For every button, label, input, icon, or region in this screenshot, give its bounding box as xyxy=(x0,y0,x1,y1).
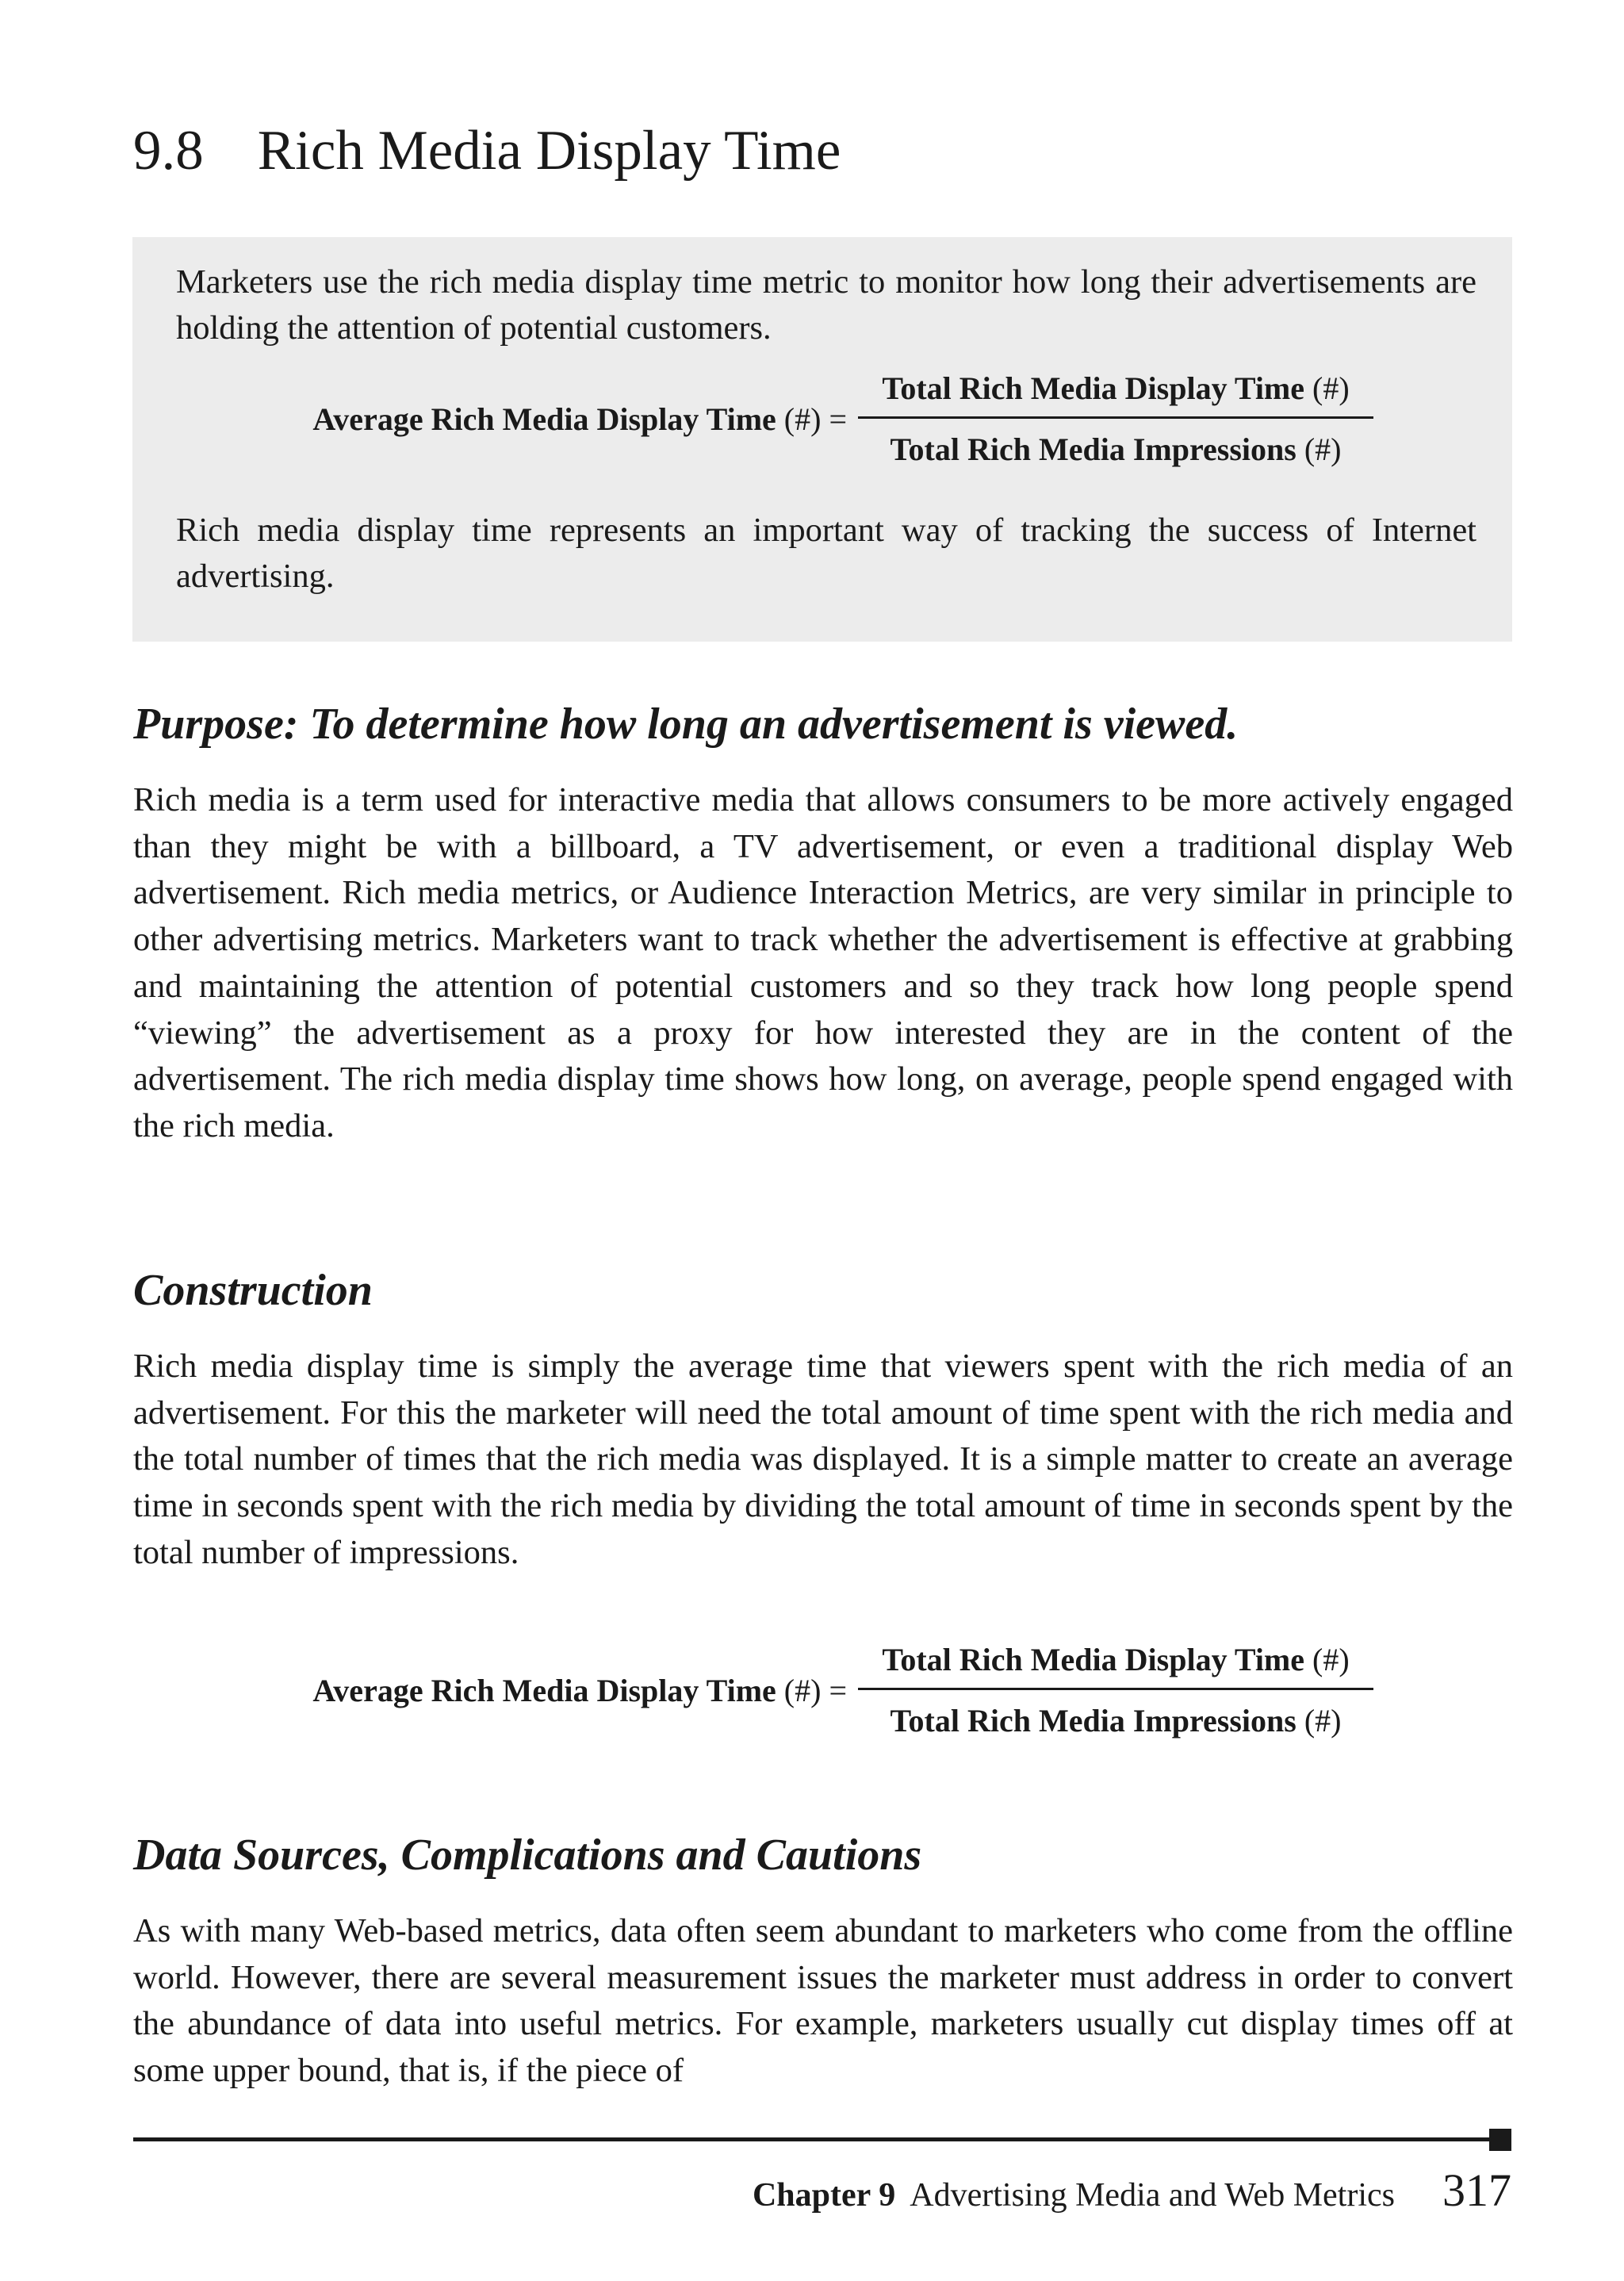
formula-denominator xyxy=(858,427,1373,473)
summary-formula xyxy=(312,366,1373,473)
formula-numerator-label: Total Rich Media Display Time xyxy=(882,1642,1304,1677)
formula-denominator xyxy=(858,1698,1373,1744)
footer-chapter-title: Advertising Media and Web Metrics xyxy=(910,2177,1395,2214)
data-sources-heading: Data Sources, Complications and Cautions xyxy=(133,1831,922,1880)
purpose-heading: Purpose: To determine how long an advertisement is viewed. xyxy=(133,700,1239,749)
formula-denominator-label: Total Rich Media Impressions xyxy=(890,1703,1297,1739)
fraction-bar xyxy=(858,1688,1373,1690)
formula-lhs-unit: (#) = xyxy=(783,1673,847,1708)
construction-heading: Construction xyxy=(133,1266,373,1315)
data-sources-body: As with many Web-based metrics, data often seem abundant to marketers who come from the offline world. However, there are several measurement issues the marketer must address in order to convert the abundance of data into useful metrics. For example, marketers usually cut display times off at some upper bound, that is, if the piece of xyxy=(133,1912,1513,2090)
fraction-bar xyxy=(858,416,1373,419)
page-number: 317 xyxy=(1442,2164,1511,2216)
formula-lhs-label: Average Rich Media Display Time xyxy=(312,1673,776,1708)
formula-numerator-label: Total Rich Media Display Time xyxy=(882,370,1304,406)
section-title-text: Rich Media Display Time xyxy=(257,120,841,182)
formula-denominator-unit: (#) xyxy=(1304,1703,1342,1739)
summary-box xyxy=(132,237,1512,642)
formula-denominator-unit: (#) xyxy=(1304,431,1342,467)
page-footer xyxy=(753,2164,1511,2217)
summary-intro: Marketers use the rich media display time metric to monitor how long their advertisements are holding the attention of potential customers. xyxy=(176,263,1477,347)
footer-chapter-number: 9 xyxy=(879,2177,896,2214)
summary-closing: Rich media display time represents an important way of tracking the success of Internet advertising. xyxy=(176,512,1477,595)
formula-fraction xyxy=(858,1637,1373,1744)
footer-chapter-label: Chapter xyxy=(752,2177,871,2214)
construction-body: Rich media display time is simply the average time that viewers spent with the rich media of an advertisement. For this the marketer will need the total amount of time spent with the rich media and the total number of times that the rich media was displayed. It is a simple matter to create an average time in seconds spent with the rich media by dividing the total amount of time in seconds spent by the total number of impressions. xyxy=(133,1348,1513,1571)
section-number: 9.8 xyxy=(133,120,204,182)
footer-rule xyxy=(133,2137,1491,2141)
formula-numerator-unit: (#) xyxy=(1312,1642,1350,1677)
formula-numerator xyxy=(858,366,1373,412)
section-title xyxy=(133,117,841,185)
formula-lhs-label: Average Rich Media Display Time xyxy=(312,401,776,437)
footer-square-marker xyxy=(1489,2129,1511,2151)
formula-denominator-label: Total Rich Media Impressions xyxy=(890,431,1297,467)
formula-lhs-unit: (#) = xyxy=(783,401,847,437)
formula-lhs xyxy=(312,1672,847,1709)
formula-fraction xyxy=(858,366,1373,473)
formula-numerator-unit: (#) xyxy=(1312,370,1350,406)
construction-formula xyxy=(312,1637,1373,1744)
formula-lhs xyxy=(312,401,847,438)
purpose-body: Rich media is a term used for interactive media that allows consumers to be more actively engaged than they might be with a billboard, a TV advertisement, or even a traditional display Web advertisement. Rich media metrics, or Audience Interaction Metrics, are very similar in principle to other advertising metrics. Marketers want to track whether the advertisement is effective at grabbing and maintaining the attention of potential customers and so they track how long people spend “viewing” the advertisement as a proxy for how interested they are in the content of the advertisement. The rich media display time shows how long, on average, people spend engaged with the rich media. xyxy=(133,781,1513,1144)
formula-numerator xyxy=(858,1637,1373,1683)
